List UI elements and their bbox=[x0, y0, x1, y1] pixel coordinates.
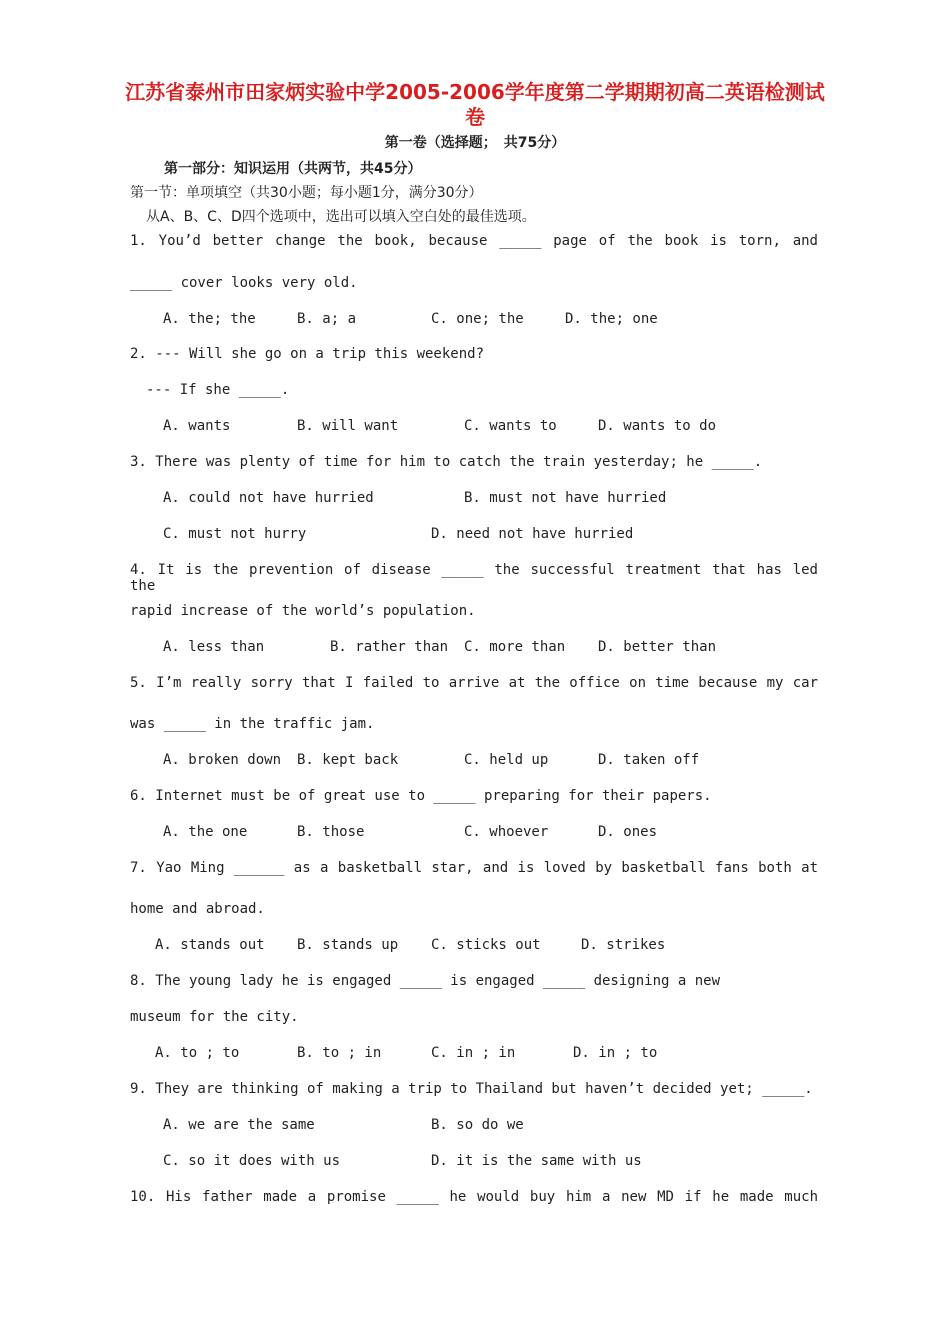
option-a: A. could not have hurried bbox=[163, 490, 374, 506]
question-stem-continued: --- If she _____. bbox=[146, 382, 290, 398]
option-b: B. must not have hurried bbox=[464, 490, 667, 506]
option-c: C. so it does with us bbox=[163, 1153, 341, 1169]
option-d: D. it is the same with us bbox=[431, 1153, 642, 1169]
option-a: A. stands out bbox=[155, 937, 265, 953]
question-stem: 2. --- Will she go on a trip this weekend? bbox=[130, 346, 485, 362]
option-d: D. strikes bbox=[581, 937, 666, 953]
question-stem-continued: museum for the city. bbox=[130, 1009, 299, 1025]
option-c: C. whoever bbox=[464, 824, 549, 840]
option-c: C. sticks out bbox=[431, 937, 541, 953]
option-b: B. will want bbox=[297, 418, 399, 434]
question-stem: 3. There was plenty of time for him to catch the train yesterday; he _____. bbox=[130, 454, 763, 470]
question-stem: 6. Internet must be of great use to _____ preparing for their papers. bbox=[130, 788, 712, 804]
option-c: C. wants to bbox=[464, 418, 557, 434]
page-title: 江苏省泰州市田家炳实验中学2005-2006学年度第二学期期初高二英语检测试卷 bbox=[125, 80, 825, 129]
option-a: A. we are the same bbox=[163, 1117, 315, 1133]
option-c: C. in ; in bbox=[431, 1045, 516, 1061]
option-a: A. the one bbox=[163, 824, 248, 840]
option-c: C. more than bbox=[464, 639, 566, 655]
option-b: B. stands up bbox=[297, 937, 399, 953]
question-stem-continued: home and abroad. bbox=[130, 901, 265, 917]
option-a: A. to ; to bbox=[155, 1045, 240, 1061]
option-c: C. must not hurry bbox=[163, 526, 307, 542]
option-b: B. kept back bbox=[297, 752, 399, 768]
option-d: D. in ; to bbox=[573, 1045, 658, 1061]
volume-title: 第一卷（选择题； 共75分） bbox=[384, 135, 566, 151]
option-a: A. broken down bbox=[163, 752, 282, 768]
option-d: D. ones bbox=[598, 824, 658, 840]
option-b: B. a; a bbox=[297, 311, 357, 327]
question-stem-continued: _____ cover looks very old. bbox=[130, 275, 358, 291]
question-stem: 4. It is the prevention of disease _____ the successful treatment that has led the bbox=[130, 562, 818, 594]
option-d: D. need not have hurried bbox=[431, 526, 634, 542]
option-a: A. the; the bbox=[163, 311, 256, 327]
option-c: C. held up bbox=[464, 752, 549, 768]
question-stem-continued: rapid increase of the world’s population. bbox=[130, 603, 476, 619]
option-d: D. taken off bbox=[598, 752, 700, 768]
option-c: C. one; the bbox=[431, 311, 524, 327]
question-stem: 9. They are thinking of making a trip to Thailand but haven’t decided yet; _____. bbox=[130, 1081, 813, 1097]
section-title: 第一节：单项填空（共30小题；每小题1分，满分30分） bbox=[130, 185, 483, 201]
question-stem: 5. I’m really sorry that I failed to arrive at the office on time because my car bbox=[130, 675, 818, 691]
part-title: 第一部分：知识运用（共两节，共45分） bbox=[164, 161, 422, 177]
option-b: B. so do we bbox=[431, 1117, 524, 1133]
option-a: A. wants bbox=[163, 418, 231, 434]
question-stem: 8. The young lady he is engaged _____ is engaged _____ designing a new bbox=[130, 973, 721, 989]
option-a: A. less than bbox=[163, 639, 265, 655]
option-d: D. wants to do bbox=[598, 418, 717, 434]
question-stem-continued: was _____ in the traffic jam. bbox=[130, 716, 375, 732]
option-b: B. to ; in bbox=[297, 1045, 382, 1061]
option-d: D. better than bbox=[598, 639, 717, 655]
option-b: B. rather than bbox=[330, 639, 449, 655]
instruction: 从A、B、C、D四个选项中，选出可以填入空白处的最佳选项。 bbox=[146, 209, 536, 225]
question-stem: 7. Yao Ming ______ as a basketball star, and is loved by basketball fans both at bbox=[130, 860, 818, 876]
option-b: B. those bbox=[297, 824, 365, 840]
option-d: D. the; one bbox=[565, 311, 658, 327]
question-stem: 10. His father made a promise _____ he would buy him a new MD if he made much bbox=[130, 1189, 818, 1205]
question-stem: 1. You’d better change the book, because _____ page of the book is torn, and bbox=[130, 233, 818, 249]
